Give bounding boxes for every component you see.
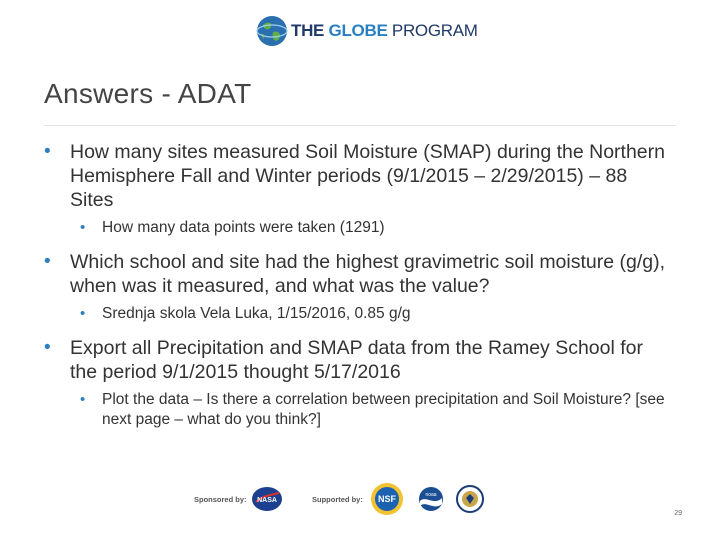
nsf-logo: [370, 482, 404, 516]
state-department-seal: [456, 485, 484, 513]
bullet-list: [44, 140, 674, 442]
sponsor-footer: [190, 480, 520, 516]
noaa-text: noaa: [425, 492, 437, 498]
nsf-text: NSF: [378, 494, 396, 504]
title-divider: [44, 125, 676, 126]
logo-wordmark: THE GLOBE PROGRAM: [291, 21, 478, 40]
globe-program-logo: [255, 14, 478, 48]
sponsored-label: Sponsored by:: [194, 495, 247, 504]
noaa-logo: [418, 486, 444, 512]
sub-bullet-3: • Plot the data – Is there a correlation between precipitation and Soil Moisture? [see next page – what do you think?]: [80, 390, 674, 430]
sub-bullet-1: • How many data points were taken (1291): [80, 218, 674, 238]
nasa-text: NASA: [257, 497, 277, 504]
bullet-3: • Export all Precipitation and SMAP data from the Ramey School for the period 9/1/2015 thought 5/17/2016: [44, 336, 674, 384]
slide-title: Answers - ADAT: [44, 78, 252, 109]
page-number: 29: [674, 510, 682, 517]
globe-icon: [255, 14, 289, 48]
sub-bullet-2: • Srednja skola Vela Luka, 1/15/2016, 0.85 g/g: [80, 304, 674, 324]
bullet-2: • Which school and site had the highest gravimetric soil moisture (g/g), when was it measured, and what was the value?: [44, 250, 674, 298]
bullet-1: • How many sites measured Soil Moisture (SMAP) during the Northern Hemisphere Fall and Winter periods (9/1/2015 – 2/29/2015) – 88 Sites: [44, 140, 674, 212]
nasa-logo: [252, 487, 282, 511]
supported-label: Supported by:: [312, 495, 363, 504]
